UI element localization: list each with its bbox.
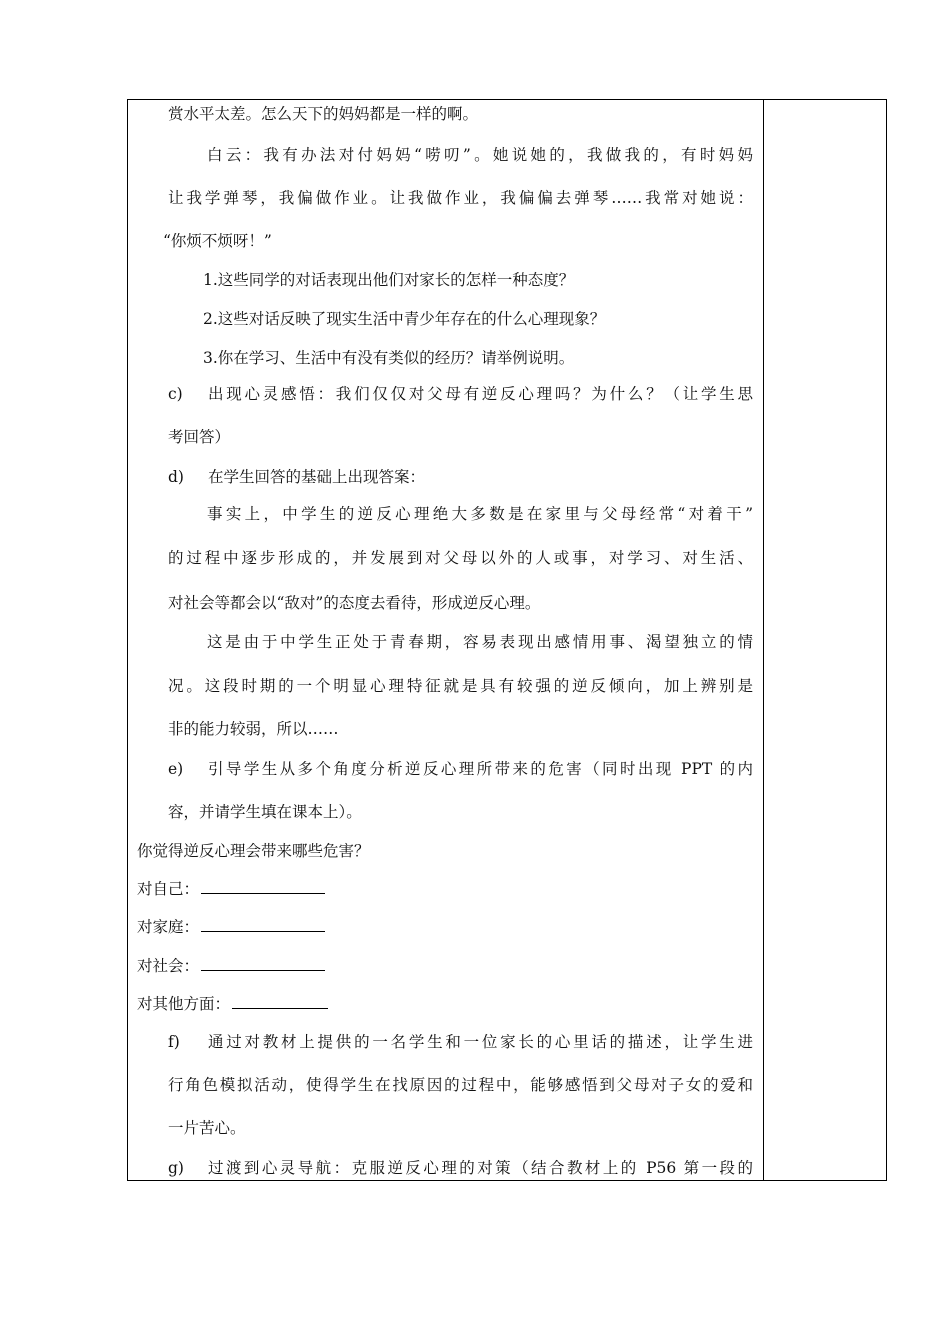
item-text-g: 过渡到心灵导航：克服逆反心理的对策（结合教材上的 P56 第一段的	[208, 1159, 753, 1177]
text-line: 事实上，中学生的逆反心理绝大多数是在家里与父母经常“对着干”	[207, 505, 753, 523]
harm-society-label: 对社会：	[137, 957, 200, 975]
text-line: 对社会等都会以“敌对”的态度去看待，形成逆反心理。	[168, 594, 541, 612]
question-3: 3.你在学习、生活中有没有类似的经历？请举例说明。	[203, 349, 575, 367]
harm-other-blank[interactable]	[232, 994, 328, 1009]
text-line: “你烦不烦呀！”	[163, 232, 272, 250]
item-label-e: e)	[168, 760, 184, 778]
item-label-d: d)	[168, 468, 184, 486]
harm-other-label: 对其他方面：	[137, 995, 231, 1013]
text-line: 赏水平太差。怎么天下的妈妈都是一样的啊。	[168, 105, 479, 123]
text-line: 让我学弹琴，我偏做作业。让我做作业，我偏偏去弹琴……我常对她说：	[168, 189, 753, 207]
harm-self-label: 对自己：	[137, 880, 200, 898]
harm-family-row	[137, 916, 325, 938]
harm-society-row	[137, 955, 325, 977]
harm-self-row	[137, 878, 325, 900]
harm-self-blank[interactable]	[201, 879, 325, 894]
text-line: 容，并请学生填在课本上）。	[168, 803, 362, 821]
item-label-f: f)	[168, 1033, 180, 1051]
question-1: 1.这些同学的对话表现出他们对家长的怎样一种态度？	[203, 271, 575, 289]
text-line: 行角色模拟活动，使得学生在找原因的过程中，能够感悟到父母对子女的爱和	[168, 1076, 753, 1094]
text-line: 考回答）	[168, 428, 231, 446]
item-text-d: 在学生回答的基础上出现答案：	[208, 468, 426, 486]
text-line: 这是由于中学生正处于青春期，容易表现出感情用事、渴望独立的情	[207, 633, 753, 651]
text-line: 非的能力较弱，所以……	[168, 720, 339, 738]
item-text-e: 引导学生从多个角度分析逆反心理所带来的危害（同时出现 PPT 的内	[208, 760, 753, 778]
harm-family-blank[interactable]	[201, 917, 325, 932]
harm-question: 你觉得逆反心理会带来哪些危害？	[137, 842, 370, 860]
column-divider	[763, 99, 764, 1181]
question-2: 2.这些对话反映了现实生活中青少年存在的什么心理现象？	[203, 310, 606, 328]
item-text-f: 通过对教材上提供的一名学生和一位家长的心里话的描述，让学生进	[208, 1033, 753, 1051]
text-line: 白云：我有办法对付妈妈“唠叨”。她说她的，我做我的，有时妈妈	[207, 146, 753, 164]
item-label-g: g)	[168, 1159, 184, 1177]
harm-other-row	[137, 993, 328, 1015]
item-label-c: c)	[168, 385, 183, 403]
harm-society-blank[interactable]	[201, 956, 325, 971]
text-line: 况。这段时期的一个明显心理特征就是具有较强的逆反倾向，加上辨别是	[168, 677, 753, 695]
text-line: 的过程中逐步形成的，并发展到对父母以外的人或事，对学习、对生活、	[168, 549, 753, 567]
text-line: 一片苦心。	[168, 1119, 246, 1137]
harm-family-label: 对家庭：	[137, 918, 200, 936]
item-text-c: 出现心灵感悟：我们仅仅对父母有逆反心理吗？为什么？（让学生思	[208, 385, 753, 403]
